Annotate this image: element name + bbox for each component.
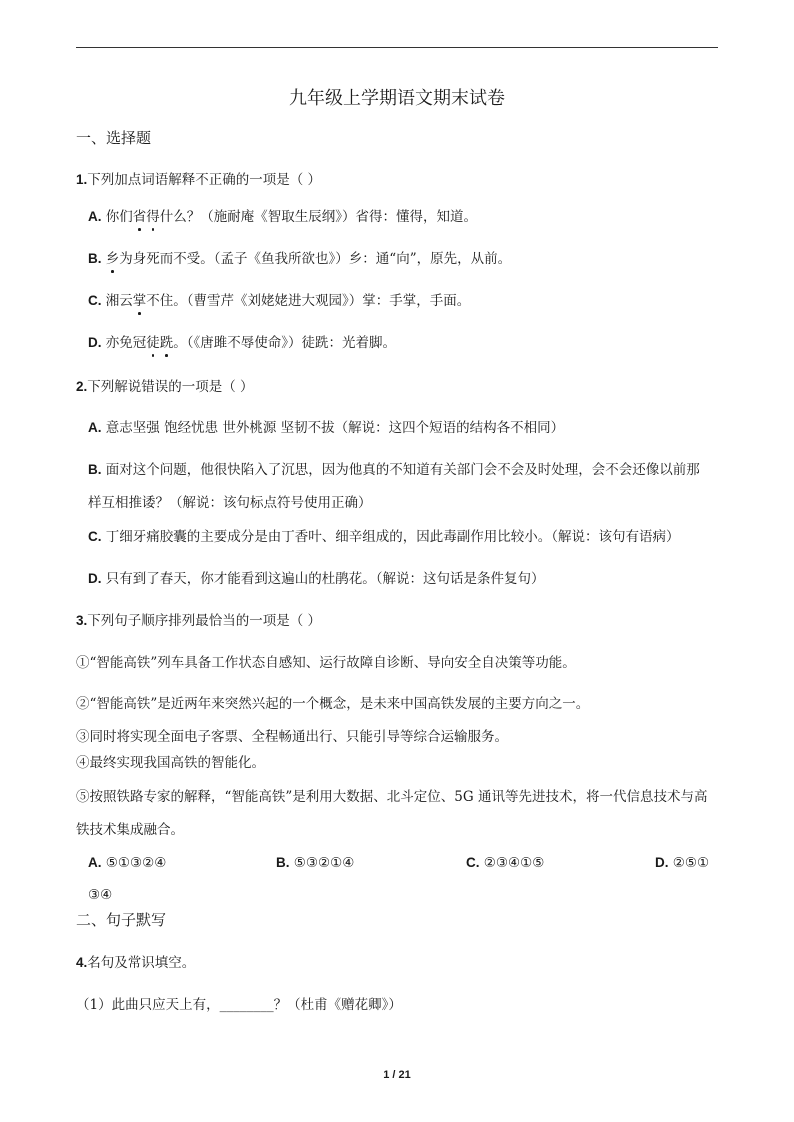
section-heading-recitation: 二、句子默写 bbox=[76, 911, 167, 929]
option-letter: A. bbox=[88, 420, 102, 435]
question-text: 下列句子顺序排列最恰当的一项是（ ） bbox=[87, 613, 322, 629]
option-text: 你们 bbox=[101, 209, 133, 225]
option-letter: B. bbox=[88, 251, 102, 266]
question-number: 4. bbox=[76, 955, 88, 970]
option-text: ②⑤① bbox=[668, 855, 710, 871]
emphasis-char: 乡 bbox=[105, 251, 120, 267]
question-3-option-d bbox=[655, 853, 709, 873]
question-4-item-1: （1）此曲只应天上有，________？（杜甫《赠花卿》） bbox=[76, 997, 402, 1013]
option-text: ⑤③②①④ bbox=[289, 855, 355, 871]
emphasis-char: 掌 bbox=[132, 293, 147, 309]
option-text: 丁细牙痛胶囊的主要成分是由丁香叶、细辛组成的，因此毒副作用比较小。（解说：该句有语病） bbox=[101, 529, 680, 545]
question-3-option-d-continued: ③④ bbox=[88, 887, 113, 903]
page-title: 九年级上学期语文期末试卷 bbox=[289, 88, 505, 109]
question-1-option-d bbox=[88, 333, 396, 353]
question-3-sentence-5: ⑤按照铁路专家的解释，“智能高铁”是利用大数据、北斗定位、5G 通讯等先进技术，将一代信息技术与高 bbox=[76, 789, 708, 805]
question-2-option-b-continued: 样互相推诿？（解说：该句标点符号使用正确） bbox=[88, 495, 372, 511]
option-text: 为身死而不受。（孟子《鱼我所欲也》）乡：通“向”，原先，从前。 bbox=[119, 251, 512, 267]
question-2-option-b bbox=[88, 460, 700, 480]
question-2-option-c bbox=[88, 527, 680, 547]
emphasis-char: 得 bbox=[146, 209, 160, 225]
question-text: 名句及常识填空。 bbox=[87, 955, 196, 971]
question-4-stem bbox=[76, 953, 195, 973]
option-letter: D. bbox=[88, 335, 102, 350]
option-letter: B. bbox=[276, 855, 290, 870]
option-letter: C. bbox=[88, 529, 102, 544]
question-number: 3. bbox=[76, 613, 88, 628]
option-letter: D. bbox=[88, 571, 102, 586]
option-text: ⑤①③②④ bbox=[101, 855, 167, 871]
option-letter: A. bbox=[88, 209, 102, 224]
question-3-option-a bbox=[88, 853, 166, 873]
option-letter: B. bbox=[88, 462, 102, 477]
question-1-option-b bbox=[88, 249, 511, 269]
question-1-option-a bbox=[88, 207, 477, 227]
question-number: 1. bbox=[76, 172, 88, 187]
question-3-sentence-2: ②“智能高铁”是近两年来突然兴起的一个概念，是未来中国高铁发展的主要方向之一。 bbox=[76, 696, 590, 712]
question-1-stem bbox=[76, 170, 321, 190]
option-text: 不住。（曹雪芹《刘姥姥进大观园》）掌：手掌，手面。 bbox=[146, 293, 471, 309]
option-letter: C. bbox=[466, 855, 480, 870]
question-3-stem bbox=[76, 611, 321, 631]
question-text: 下列加点词语解释不正确的一项是（ ） bbox=[87, 172, 322, 188]
option-text: 什么？（施耐庵《智取生辰纲》）省得：懂得，知道。 bbox=[159, 209, 478, 225]
emphasis-char: 省 bbox=[132, 209, 147, 225]
question-1-option-c bbox=[88, 291, 470, 311]
question-3-sentence-5-continued: 铁技术集成融合。 bbox=[76, 822, 184, 838]
page-number: 1 / 21 bbox=[383, 1069, 411, 1081]
emphasis-char: 跣 bbox=[159, 335, 174, 351]
question-3-option-b bbox=[276, 853, 354, 873]
option-text: 亦免冠 bbox=[101, 335, 147, 351]
option-letter: A. bbox=[88, 855, 102, 870]
option-letter: C. bbox=[88, 293, 102, 308]
option-text: 意志坚强 饱经忧患 世外桃源 坚韧不拔（解说：这四个短语的结构各不相同） bbox=[101, 420, 565, 436]
question-2-stem bbox=[76, 377, 254, 397]
option-text: ②③④①⑤ bbox=[479, 855, 545, 871]
option-text: 面对这个问题，他很快陷入了沉思，因为他真的不知道有关部门会不会及时处理，会不会还像以前那 bbox=[101, 462, 700, 478]
question-3-sentence-4: ④最终实现我国高铁的智能化。 bbox=[76, 755, 265, 771]
header-rule bbox=[76, 47, 718, 48]
question-3-sentence-3: ③同时将实现全面电子客票、全程畅通出行、只能引导等综合运输服务。 bbox=[76, 729, 508, 745]
emphasis-char: 徒 bbox=[146, 335, 160, 351]
option-text: 只有到了春天，你才能看到这遍山的杜鹃花。（解说：这句话是条件复句） bbox=[101, 571, 545, 587]
section-heading-choice: 一、选择题 bbox=[76, 129, 152, 147]
option-text: 湘云 bbox=[101, 293, 133, 309]
question-3-option-c bbox=[466, 853, 544, 873]
question-2-option-d bbox=[88, 569, 545, 589]
question-text: 下列解说错误的一项是（ ） bbox=[87, 379, 254, 395]
question-3-sentence-1: ①“智能高铁”列车具备工作状态自感知、运行故障自诊断、导向安全自决策等功能。 bbox=[76, 655, 576, 671]
option-text: 。（《唐雎不辱使命》）徒跣：光着脚。 bbox=[173, 335, 397, 351]
question-2-option-a bbox=[88, 418, 564, 438]
option-letter: D. bbox=[655, 855, 669, 870]
question-number: 2. bbox=[76, 379, 88, 394]
